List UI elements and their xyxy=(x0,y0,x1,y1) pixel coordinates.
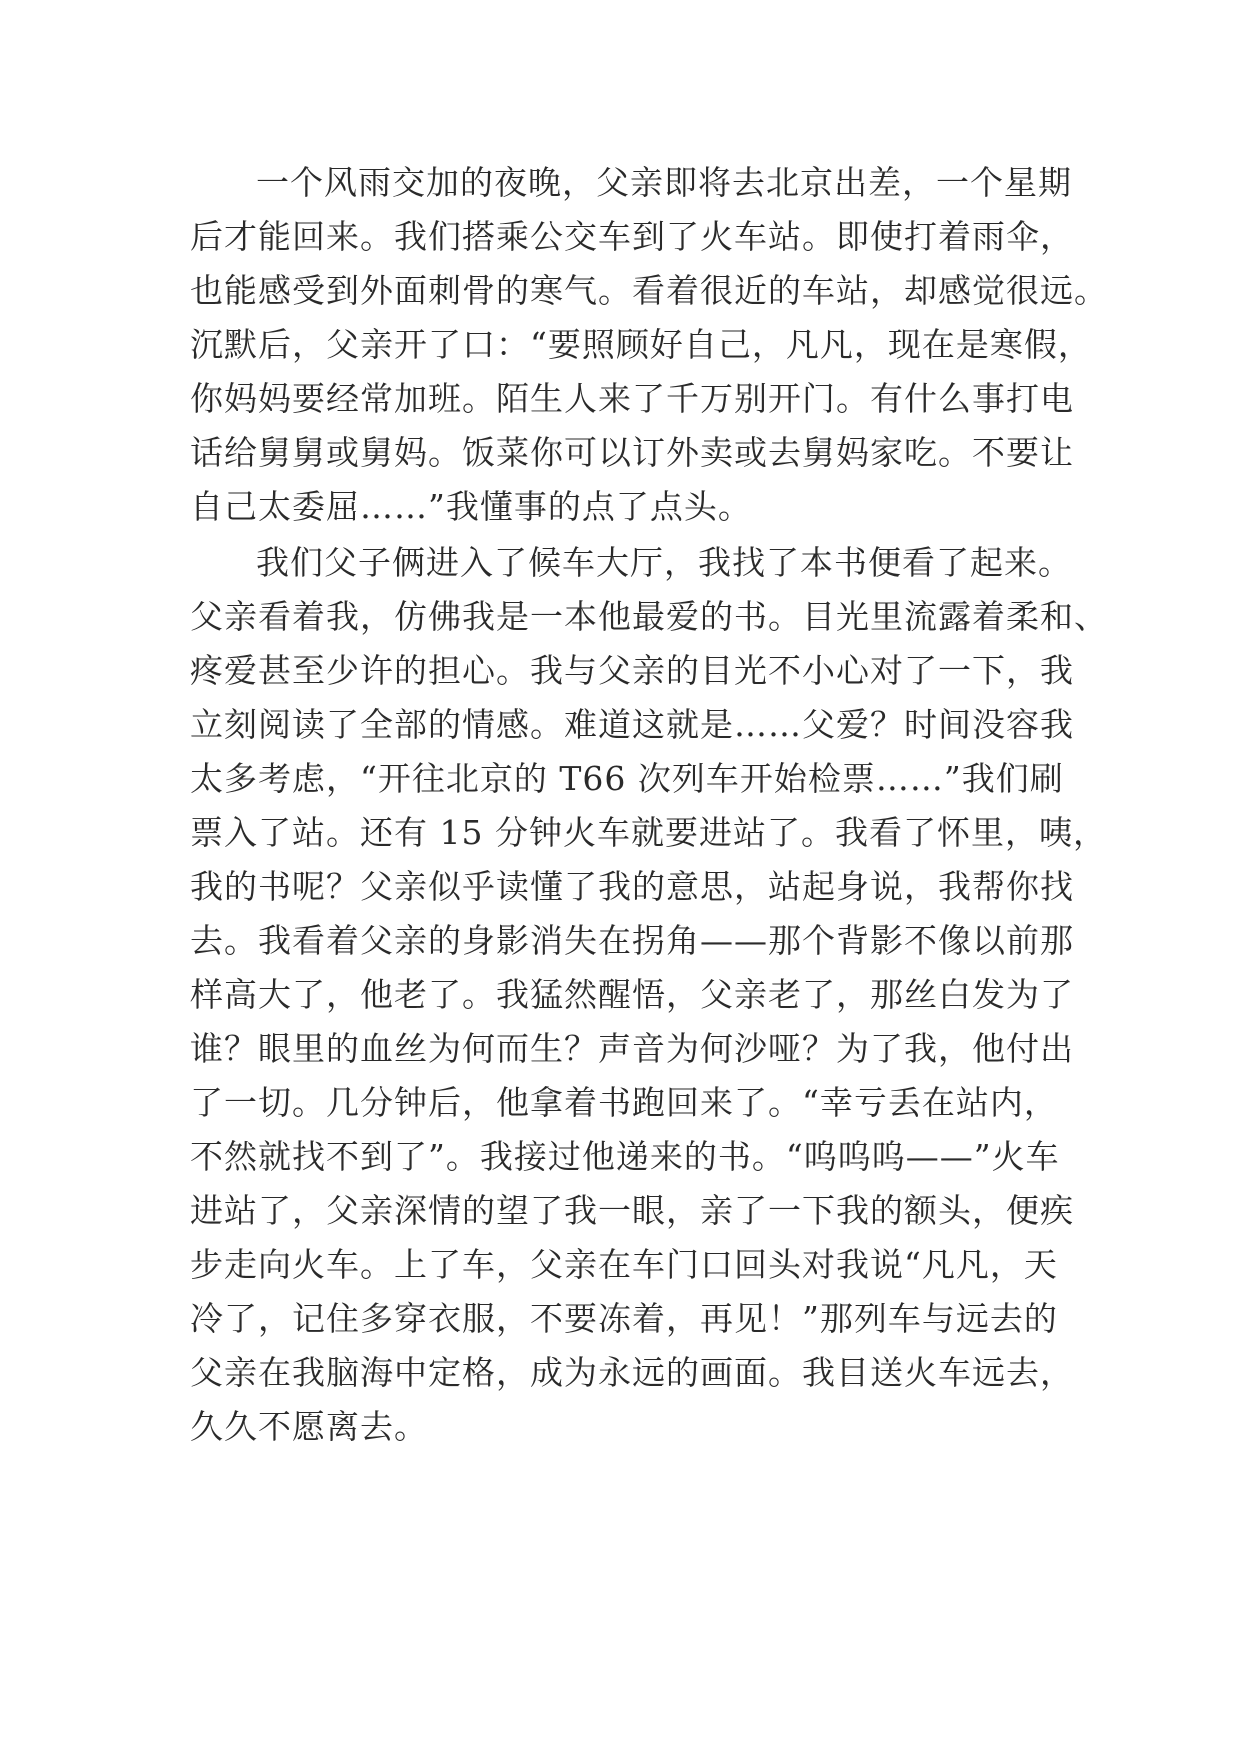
text-line: 去。我看着父亲的身影消失在拐角——那个背影不像以前那 xyxy=(190,921,1074,960)
text-line: 一个风雨交加的夜晚，父亲即将去北京出差，一个星期 xyxy=(256,163,1072,202)
text-line: 冷了，记住多穿衣服，不要冻着，再见！”那列车与远去的 xyxy=(190,1299,1058,1338)
text-line: 疼爱甚至少许的担心。我与父亲的目光不小心对了一下，我 xyxy=(190,651,1074,690)
text-line: 自己太委屈……”我懂事的点了点头。 xyxy=(190,487,752,526)
text-line: 父亲在我脑海中定格，成为永远的画面。我目送火车远去， xyxy=(190,1353,1074,1392)
paragraph-1 xyxy=(190,156,1108,534)
text-line: 谁？眼里的血丝为何而生？声音为何沙哑？为了我，他付出 xyxy=(190,1029,1074,1068)
text-line: 太多考虑，“开往北京的 T66 次列车开始检票……”我们刷 xyxy=(190,759,1064,798)
text-line: 了一切。几分钟后，他拿着书跑回来了。“幸亏丢在站内， xyxy=(190,1083,1058,1122)
text-line: 立刻阅读了全部的情感。难道这就是……父爱？时间没容我 xyxy=(190,705,1074,744)
text-line: 你妈妈要经常加班。陌生人来了千万别开门。有什么事打电 xyxy=(190,379,1074,418)
text-line: 沉默后，父亲开了口：“要照顾好自己，凡凡，现在是寒假， xyxy=(190,325,1092,364)
text-line: 久久不愿离去。 xyxy=(190,1407,428,1446)
text-line: 不然就找不到了”。我接过他递来的书。“呜呜呜——”火车 xyxy=(190,1137,1060,1176)
text-line: 我的书呢？父亲似乎读懂了我的意思，站起身说，我帮你找 xyxy=(190,867,1074,906)
paragraph-2 xyxy=(190,536,1108,1454)
document-body xyxy=(190,156,1108,1454)
text-line: 进站了，父亲深情的望了我一眼，亲了一下我的额头，便疾 xyxy=(190,1191,1074,1230)
text-line: 话给舅舅或舅妈。饭菜你可以订外卖或去舅妈家吃。不要让 xyxy=(190,433,1074,472)
text-line: 步走向火车。上了车，父亲在车门口回头对我说“凡凡，天 xyxy=(190,1245,1058,1284)
text-line: 也能感受到外面刺骨的寒气。看着很近的车站，却感觉很远。 xyxy=(190,271,1108,310)
text-line: 样高大了，他老了。我猛然醒悟，父亲老了，那丝白发为了 xyxy=(190,975,1074,1014)
text-line: 后才能回来。我们搭乘公交车到了火车站。即使打着雨伞， xyxy=(190,217,1074,256)
text-line: 票入了站。还有 15 分钟火车就要进站了。我看了怀里，咦， xyxy=(190,813,1107,852)
text-line: 我们父子俩进入了候车大厅，我找了本书便看了起来。 xyxy=(256,543,1072,582)
text-line: 父亲看着我，仿佛我是一本他最爱的书。目光里流露着柔和、 xyxy=(190,597,1108,636)
